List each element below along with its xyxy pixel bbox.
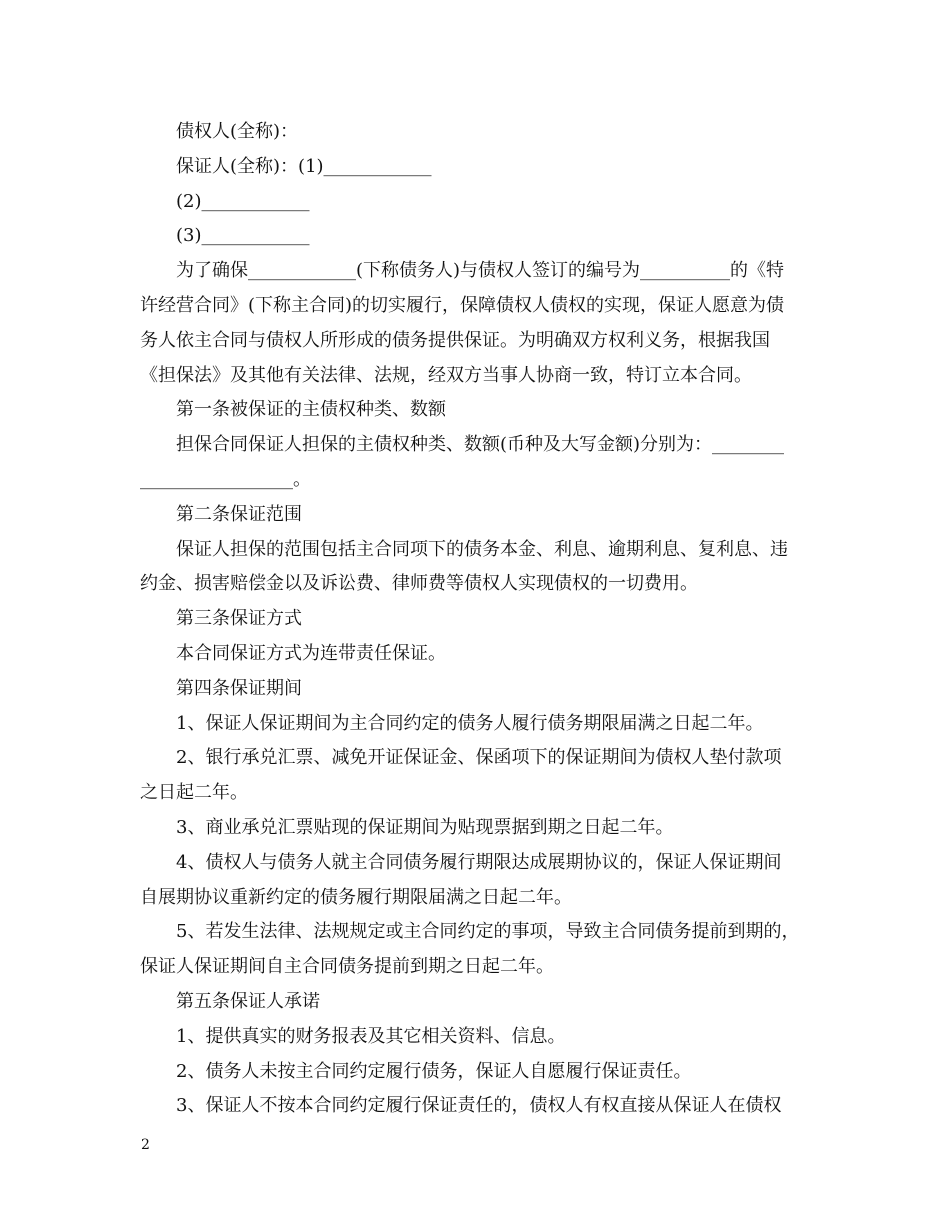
article-4-item-2: 2、银行承兑汇票、减免开证保证金、保函项下的保证期间为债权人垫付款项 (176, 747, 782, 769)
guarantor-name-line-2: (2)____________ (176, 190, 310, 212)
article-4-item-1: 1、保证人保证期间为主合同约定的债务人履行债务期限届满之日起二年。 (176, 712, 764, 734)
article-1-text: 担保合同保证人担保的主债权种类、数额(币种及大写金额)分别为：________ (176, 434, 785, 456)
article-4-item-5: 保证人保证期间自主合同债务提前到期之日起二年。 (140, 956, 554, 978)
article-2-text: 约金、损害赔偿金以及诉讼费、律师费等债权人实现债权的一切费用。 (140, 573, 698, 595)
article-4-heading: 第四条保证期间 (176, 677, 302, 699)
preamble-line: 为了确保____________(下称债务人)与债权人签订的编号为__________的《特 (176, 260, 785, 282)
article-5-item-3: 3、保证人不按本合同约定履行保证责任的，债权人有权直接从保证人在债权 (176, 1095, 782, 1117)
article-4-item-2: 之日起二年。 (140, 782, 248, 804)
preamble-line: 务人依主合同与债权人所形成的债务提供保证。为明确双方权利义务，根据我国 (140, 329, 770, 351)
article-5-item-2: 2、债务人未按主合同约定履行债务，保证人自愿履行保证责任。 (176, 1060, 692, 1082)
guarantor-name-line-3: (3)____________ (176, 225, 310, 247)
document-body (140, 115, 810, 1124)
article-5-heading: 第五条保证人承诺 (176, 990, 320, 1012)
article-1-text: _________________。 (140, 468, 311, 490)
article-4-item-5: 5、若发生法律、法规规定或主合同约定的事项，导致主合同债务提前到期的， (176, 921, 800, 943)
guarantor-name-line-1: 保证人(全称)：(1)____________ (176, 155, 432, 177)
article-3-text: 本合同保证方式为连带责任保证。 (176, 642, 446, 664)
creditor-name-line: 债权人(全称)： (176, 121, 299, 142)
article-4-item-4: 自展期协议重新约定的债务履行期限届满之日起二年。 (140, 886, 572, 908)
page-number: 2 (141, 1137, 150, 1153)
article-4-item-4: 4、债权人与债务人就主合同债务履行期限达成展期协议的，保证人保证期间 (176, 851, 782, 873)
preamble-line: 《担保法》及其他有关法律、法规，经双方当事人协商一致，特订立本合同。 (140, 364, 752, 386)
article-3-heading: 第三条保证方式 (176, 608, 302, 630)
article-2-heading: 第二条保证范围 (176, 503, 302, 525)
article-4-item-3: 3、商业承兑汇票贴现的保证期间为贴现票据到期之日起二年。 (176, 816, 674, 838)
preamble-line: 许经营合同》(下称主合同)的切实履行，保障债权人债权的实现，保证人愿意为债 (140, 294, 785, 316)
article-1-heading: 第一条被保证的主债权种类、数额 (176, 399, 446, 421)
article-5-item-1: 1、提供真实的财务报表及其它相关资料、信息。 (176, 1025, 566, 1047)
article-2-text: 保证人担保的范围包括主合同项下的债务本金、利息、逾期利息、复利息、违 (176, 538, 788, 560)
